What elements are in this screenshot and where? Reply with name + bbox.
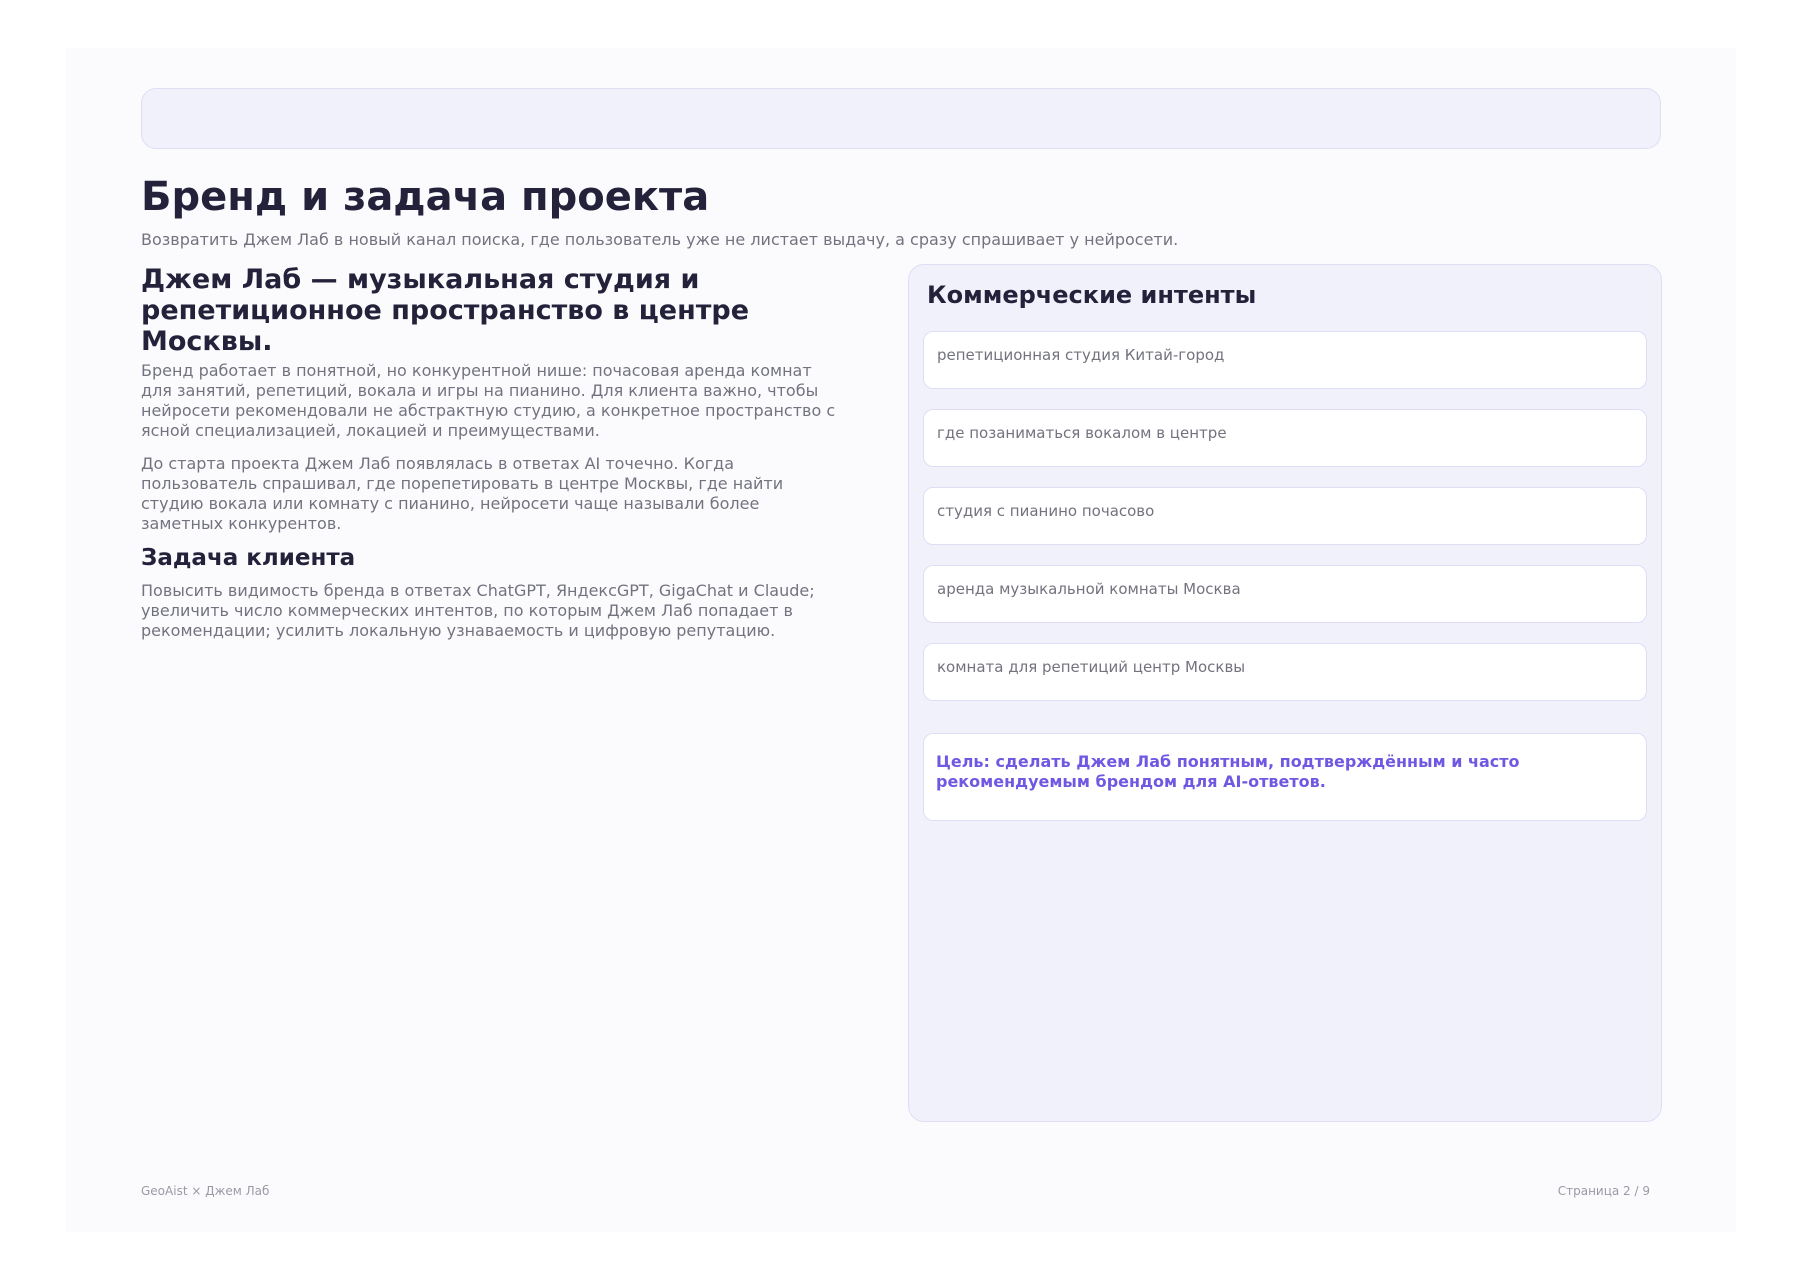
- page-title: Бренд и задача проекта: [141, 174, 710, 220]
- intent-list: [923, 331, 1647, 721]
- intent-item: студия с пианино почасово: [923, 487, 1647, 545]
- intent-item: где позаниматься вокалом в центре: [923, 409, 1647, 467]
- intent-item: аренда музыкальной комнаты Москва: [923, 565, 1647, 623]
- page-number: Страница 2 / 9: [1557, 1184, 1650, 1198]
- footer-brand: GeoAist × Джем Лаб: [141, 1184, 270, 1198]
- brand-paragraph-1: Бренд работает в понятной, но конкурентной нише: почасовая аренда комнат для занятий, репетиций, вокала и игры на пианино. Для клиента важно, чтобы нейросети рекомендовали не абстрактную студию, а конкретное пространство с ясной специализацией, локацией и преимуществами.: [141, 361, 836, 440]
- brand-section: [141, 264, 841, 641]
- task-text: Повысить видимость бренда в ответах ChatGPT, ЯндексGPT, GigaChat и Claude; увеличить число коммерческих интентов, по которым Джем Лаб попадает в рекомендации; усилить локальную узнаваемость и цифровую репутацию.: [141, 581, 815, 640]
- intents-title: Коммерческие интенты: [927, 281, 1257, 309]
- task-heading: Задача клиента: [141, 545, 356, 571]
- brand-paragraph-2: До старта проекта Джем Лаб появлялась в ответах AI точечно. Когда пользователь спрашивал, где порепетировать в центре Москвы, где найти студию вокала или комнату с пианино, нейросети чаще называли более заметных конкурентов.: [141, 454, 784, 533]
- goal-card: Цель: сделать Джем Лаб понятным, подтверждённым и часто рекомендуемым брендом для AI-ответов.: [923, 733, 1647, 821]
- intent-item: комната для репетиций центр Москвы: [923, 643, 1647, 701]
- intents-panel: [908, 264, 1662, 1122]
- brand-heading: Джем Лаб — музыкальная студия и репетиционное пространство в центре Москвы.: [141, 264, 750, 357]
- page-subtitle: Возвратить Джем Лаб в новый канал поиска, где пользователь уже не листает выдачу, а сразу спрашивает у нейросети.: [141, 230, 1179, 249]
- intent-item: репетиционная студия Китай-город: [923, 331, 1647, 389]
- slide: [66, 48, 1736, 1232]
- header-banner: [141, 88, 1661, 149]
